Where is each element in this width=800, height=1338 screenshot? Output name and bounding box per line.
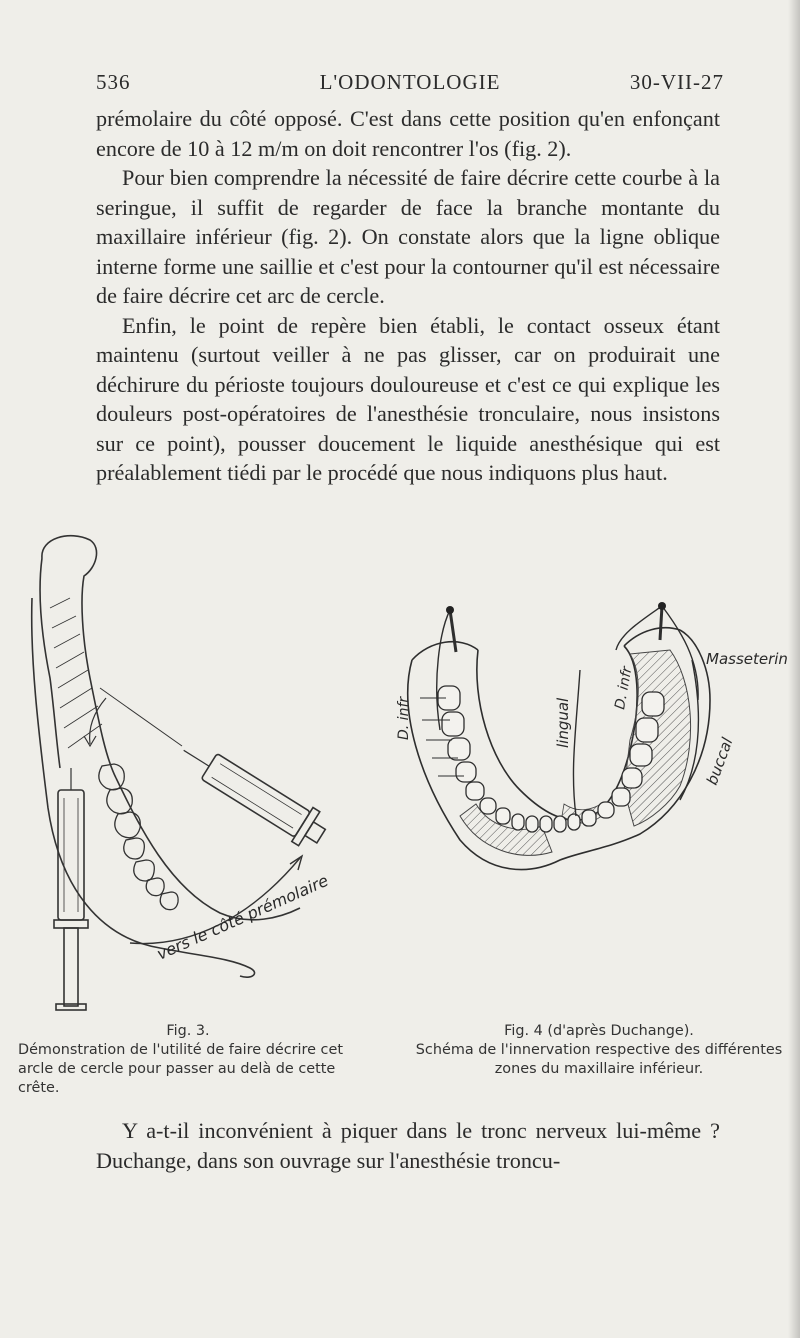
- paragraph: prémolaire du côté opposé. C'est dans cette position qu'en enfonçant encore de 10 à 12 m/m on doit rencontrer l'os (fig. 2).: [96, 106, 720, 161]
- label-d-inf-left: D. infr: [396, 696, 412, 740]
- figure-4-diagram: [380, 590, 800, 890]
- label-masseterin: Masseterin: [706, 650, 788, 668]
- running-head: [96, 70, 724, 100]
- fig3-arc-label: vers le côté prémolaire: [153, 870, 332, 964]
- body-text-bottom: [96, 1116, 720, 1175]
- journal-title: L'ODONTOLOGIE: [319, 70, 501, 94]
- figure-4-caption-title: Fig. 4 (d'après Duchange).: [504, 1023, 694, 1039]
- paragraph: Enfin, le point de repère bien établi, le contact osseux étant maintenu (surtout veiller à ne pas glisser, car on produirait une déchirure du périoste toujours douloureuse et c'est ce qui explique les douleurs post-opératoires de l'anesthésie tronculaire, nous insistons sur ce point), pousser doucement le liquide anesthésique qui est préalablement tiédi par le procédé que nous indiquons plus haut.: [96, 312, 720, 485]
- label-d-inf-right: D. infr: [612, 665, 636, 711]
- label-buccal: buccal: [702, 735, 737, 788]
- figure-3-caption: [18, 1022, 358, 1098]
- label-lingual: lingual: [554, 697, 572, 748]
- figure-3-caption-title: Fig. 3.: [166, 1023, 210, 1039]
- paragraph: Y a-t-il inconvénient à piquer dans le tronc nerveux lui-même ? Duchange, dans son ouvrage sur l'anesthésie troncu-: [96, 1118, 720, 1173]
- issue-date: 30-VII-27: [629, 70, 724, 94]
- figure-3-illustration: [20, 528, 360, 1018]
- body-text-top: [96, 104, 720, 488]
- paragraph: Pour bien comprendre la nécessité de faire décrire cette courbe à la seringue, il suffit de regarder de face la branche montante du maxillaire inférieur (fig. 2). On constate alors que la ligne oblique interne forme une saillie et c'est pour la contourner qu'il est nécessaire de faire décrire cet arc de cercle.: [96, 165, 720, 308]
- figure-3-caption-text: Démonstration de l'utilité de faire décrire cet arcle de cercle pour passer au delà de cette crête.: [18, 1042, 343, 1096]
- figure-4-caption-text: Schéma de l'innervation respective des différentes zones du maxillaire inférieur.: [415, 1042, 783, 1077]
- figure-4-caption: [400, 1022, 798, 1079]
- page-number: 536: [96, 70, 131, 94]
